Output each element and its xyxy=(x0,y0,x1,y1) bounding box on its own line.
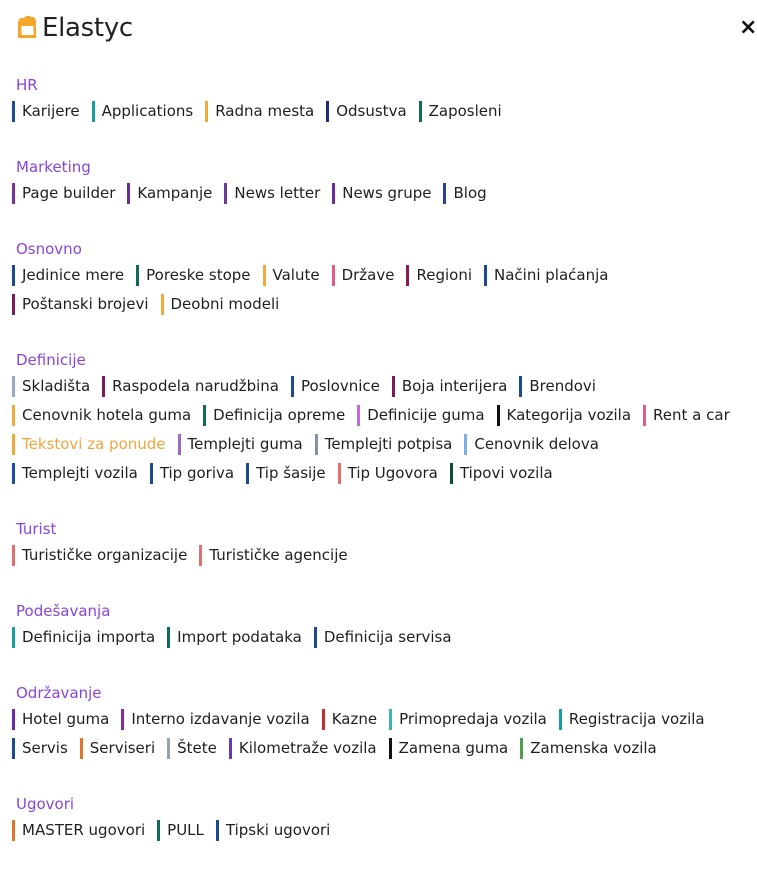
section-title: Održavanje xyxy=(16,684,102,702)
menu-item[interactable]: News grupe xyxy=(332,183,435,204)
menu-item[interactable]: Karijere xyxy=(12,101,84,122)
menu-item[interactable]: Templejti potpisa xyxy=(315,434,457,455)
menu-item[interactable]: Templejti guma xyxy=(178,434,307,455)
menu-section-ugovori xyxy=(12,795,747,849)
section-title: Podešavanja xyxy=(16,602,111,620)
app-header xyxy=(0,0,757,58)
section-items xyxy=(12,265,747,323)
menu-section-turist xyxy=(12,520,747,574)
menu-item[interactable]: Tip goriva xyxy=(150,463,238,484)
menu-item[interactable]: MASTER ugovori xyxy=(12,820,149,841)
section-title: Ugovori xyxy=(16,795,75,813)
menu-item[interactable]: News letter xyxy=(224,183,324,204)
menu-item[interactable]: Načini plaćanja xyxy=(484,265,612,286)
section-title: Definicije xyxy=(16,351,86,369)
menu-item[interactable]: Turističke organizacije xyxy=(12,545,191,566)
menu-item[interactable]: Tekstovi za ponude xyxy=(12,434,170,455)
section-items xyxy=(12,101,747,130)
menu-item[interactable]: Boja interijera xyxy=(392,376,511,397)
menu-item[interactable]: Definicija opreme xyxy=(203,405,349,426)
menu-section-definicije xyxy=(12,351,747,492)
menu-item[interactable]: Odsustva xyxy=(326,101,410,122)
section-title: Turist xyxy=(16,520,57,538)
menu-item[interactable]: Tip Ugovora xyxy=(338,463,442,484)
menu-item[interactable]: Definicije guma xyxy=(357,405,488,426)
menu-item[interactable]: Blog xyxy=(443,183,490,204)
section-title: HR xyxy=(16,76,38,94)
menu-item[interactable]: Page builder xyxy=(12,183,119,204)
menu-item[interactable]: Registracija vozila xyxy=(559,709,709,730)
menu-item[interactable]: Brendovi xyxy=(519,376,600,397)
menu-section-podesavanja xyxy=(12,602,747,656)
menu-item[interactable]: Kazne xyxy=(322,709,381,730)
menu-item[interactable]: Regioni xyxy=(406,265,476,286)
section-items xyxy=(12,709,747,767)
menu-item[interactable]: Applications xyxy=(92,101,198,122)
menu-item[interactable]: Tip šasije xyxy=(246,463,330,484)
menu-item[interactable]: Tipski ugovori xyxy=(216,820,334,841)
menu-item[interactable]: Rent a car xyxy=(643,405,734,426)
menu-item[interactable]: Templejti vozila xyxy=(12,463,142,484)
menu-item[interactable]: Štete xyxy=(167,738,221,759)
menu-item[interactable]: Poštanski brojevi xyxy=(12,294,153,315)
cloud-logo-icon xyxy=(13,14,41,42)
app-logo[interactable] xyxy=(13,13,133,43)
menu-item[interactable]: Turističke agencije xyxy=(199,545,351,566)
menu-item[interactable]: Kilometraže vozila xyxy=(229,738,381,759)
section-items xyxy=(12,183,747,212)
menu-item[interactable]: Poslovnice xyxy=(291,376,384,397)
menu-item[interactable]: Interno izdavanje vozila xyxy=(121,709,313,730)
app-name: Elastyc xyxy=(42,13,133,43)
menu-item[interactable]: Cenovnik delova xyxy=(464,434,603,455)
menu-section-hr xyxy=(12,76,747,130)
menu-item[interactable]: Kampanje xyxy=(127,183,216,204)
menu-section-marketing xyxy=(12,158,747,212)
menu-item[interactable]: Valute xyxy=(263,265,324,286)
menu-item[interactable]: Import podataka xyxy=(167,627,306,648)
section-items xyxy=(12,627,747,656)
close-icon[interactable]: × xyxy=(739,15,757,40)
menu-item[interactable]: Kategorija vozila xyxy=(497,405,636,426)
menu-item[interactable]: Zamena guma xyxy=(389,738,513,759)
menu-item[interactable]: Servis xyxy=(12,738,72,759)
menu-item[interactable]: PULL xyxy=(157,820,208,841)
menu-item[interactable]: Skladišta xyxy=(12,376,94,397)
menu-item[interactable]: Hotel guma xyxy=(12,709,113,730)
menu-item[interactable]: Cenovnik hotela guma xyxy=(12,405,195,426)
navigation-menu xyxy=(12,76,747,877)
menu-item[interactable]: Definicija importa xyxy=(12,627,159,648)
menu-section-odrzavanje xyxy=(12,684,747,767)
menu-item[interactable]: Zamenska vozila xyxy=(520,738,660,759)
menu-item[interactable]: Jedinice mere xyxy=(12,265,128,286)
section-items xyxy=(12,820,747,849)
section-title: Marketing xyxy=(16,158,91,176)
menu-item[interactable]: Definicija servisa xyxy=(314,627,456,648)
menu-item[interactable]: Poreske stope xyxy=(136,265,254,286)
menu-item[interactable]: Radna mesta xyxy=(205,101,318,122)
menu-item[interactable]: Zaposleni xyxy=(419,101,506,122)
section-items xyxy=(12,545,747,574)
section-title: Osnovno xyxy=(16,240,82,258)
menu-section-osnovno xyxy=(12,240,747,323)
section-items xyxy=(12,376,747,492)
menu-item[interactable]: Deobni modeli xyxy=(161,294,284,315)
menu-item[interactable]: Serviseri xyxy=(80,738,159,759)
menu-item[interactable]: Tipovi vozila xyxy=(450,463,557,484)
menu-item[interactable]: Raspodela narudžbina xyxy=(102,376,283,397)
menu-item[interactable]: Primopredaja vozila xyxy=(389,709,551,730)
menu-item[interactable]: Države xyxy=(332,265,399,286)
